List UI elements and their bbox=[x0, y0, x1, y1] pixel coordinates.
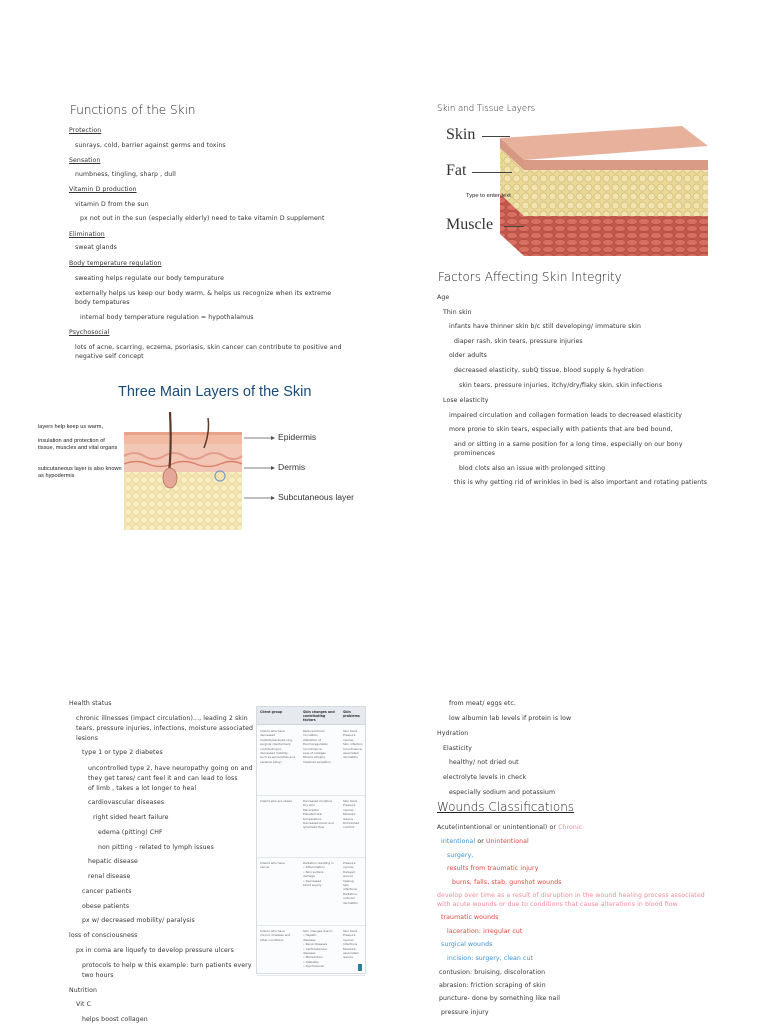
table-row bbox=[257, 858, 365, 926]
functions-title: Functions of the Skin bbox=[70, 103, 196, 117]
figure-note-insulation: insulation and protection of tissue, muscles and vital organs bbox=[38, 438, 118, 451]
table-cell: Decreased moisture bbox=[303, 799, 333, 803]
table-cell: associated bbox=[343, 951, 359, 955]
note-line: sunrays, cold, barrier against germs and toxins bbox=[75, 142, 226, 149]
table-cell: circulation bbox=[303, 733, 319, 738]
note-line: Hydration bbox=[437, 730, 469, 737]
table-cell: Skin bbox=[343, 883, 350, 887]
note-line: blod clots also an issue with prolonged sitting bbox=[459, 465, 606, 472]
table-cell: temperature bbox=[303, 816, 322, 821]
heading-sensation: Sensation bbox=[69, 157, 101, 164]
table-cell: injuries bbox=[343, 807, 354, 812]
table-cell: • Psychosocial bbox=[303, 964, 324, 969]
table-row bbox=[257, 926, 365, 976]
heading-body-temp: Body temperature regulation bbox=[69, 260, 162, 267]
note-line: of limb , takes a lot longer to heal bbox=[88, 785, 197, 792]
table-cell: damage bbox=[303, 874, 315, 879]
table-cell: • Hepatic bbox=[303, 933, 317, 938]
table-cell: Skin changes due to bbox=[303, 929, 333, 933]
note-line: impaired circulation and collagen formation leads to decreased elasticity bbox=[449, 412, 683, 419]
note-line: infants have thinner skin b/c still developing/ immature skin bbox=[449, 323, 641, 330]
skin-layers-illustration bbox=[124, 412, 354, 530]
tissue-block-illustration bbox=[494, 120, 710, 258]
table-cell: injuries bbox=[343, 737, 354, 742]
table-cell: Clients who have bbox=[260, 729, 285, 733]
table-cell: Incontinence- bbox=[343, 746, 363, 751]
note-line: especially sodium and potassium bbox=[449, 789, 556, 796]
note-line: with acute wounds or due to conditions that cause alterations in blood flow bbox=[437, 901, 678, 908]
note-line: laceration: irregular cut bbox=[447, 928, 523, 935]
label-muscle: Muscle bbox=[446, 216, 494, 233]
table-cell: comfort bbox=[343, 825, 355, 830]
note-line: sweating helps regulate our body tempurature bbox=[75, 275, 225, 282]
table-header bbox=[257, 707, 365, 725]
table-cell: mobility/paralysis (e.g. bbox=[260, 737, 294, 742]
note-line: more prone to skin tears, especially with patients that are bed bound, bbox=[449, 426, 673, 433]
note-line: obese patients bbox=[82, 903, 130, 910]
note-line: Vit C bbox=[76, 1001, 92, 1008]
note-line: body tempatures bbox=[75, 299, 130, 306]
note-line: decreased elasticity, subQ tissue, blood supply & hydration bbox=[454, 367, 644, 374]
note-line: they get tares/ cant feel it and can lead to loss bbox=[88, 775, 238, 782]
note-line: chronic illnesses (impact circulation)..., leading 2 skin bbox=[76, 715, 248, 722]
table-cell: such as spina bifida and bbox=[260, 755, 295, 760]
note-line: Elasticity bbox=[443, 745, 472, 752]
table-cell: injuries bbox=[343, 937, 354, 942]
note-line: prominences bbox=[454, 450, 496, 457]
intentional-text: intentional bbox=[441, 838, 476, 845]
table-cell: injuries bbox=[343, 865, 354, 870]
acute-text: Acute(intentional or unintentional) or bbox=[437, 824, 559, 831]
note-line: Nutrition bbox=[69, 987, 97, 994]
note-line: surgery, bbox=[447, 852, 474, 859]
table-cell: surgical clients/client bbox=[260, 742, 291, 747]
note-line: lots of acne, scarring, eczema, psoriasis, skin cancer can contribute to positive and bbox=[75, 344, 342, 351]
table-cell: Skin infection bbox=[343, 742, 363, 747]
table-cell: decreased bbox=[260, 733, 275, 738]
table-cell: Skin tears bbox=[343, 729, 358, 733]
note-line: vitamin D from the sun bbox=[75, 201, 149, 208]
note-line: right sided heart failure bbox=[93, 814, 169, 821]
tissue-layers-subtitle: Skin and Tissue Layers bbox=[437, 104, 536, 114]
note-line: this is why getting rid of wrinkles in bed is also important and rotating patients bbox=[454, 479, 708, 486]
table-cell: Pressure bbox=[343, 861, 356, 865]
table-cell: Clients who are obese bbox=[260, 799, 292, 803]
table-header-cell: Skin problems bbox=[343, 710, 360, 718]
table-cell: chronic illnesses and bbox=[260, 933, 291, 938]
note-line: uncontrolled type 2, have neuropathy going on and bbox=[88, 765, 253, 772]
table-cell: Clients who have bbox=[260, 861, 285, 865]
table-cell: Muscle atrophy bbox=[303, 755, 326, 760]
note-line: cancer patients bbox=[82, 888, 132, 895]
factors-title: Factors Affecting Skin Integrity bbox=[438, 270, 622, 284]
table-cell: Maceration bbox=[303, 807, 320, 812]
table-cell: lesions bbox=[343, 816, 353, 821]
label-line-muscle bbox=[504, 226, 524, 227]
or-text: or bbox=[475, 838, 486, 845]
table-cell: healing bbox=[343, 878, 354, 883]
label-skin: Skin bbox=[446, 126, 476, 143]
note-line: non pitting - related to lymph issues bbox=[98, 844, 214, 851]
table-cell: • Decreased bbox=[303, 878, 322, 883]
note-line: negative self concept bbox=[75, 353, 144, 360]
table-cell: decreased mobility, bbox=[260, 751, 289, 755]
table-header-cell: Skin changes and contributing factors bbox=[303, 710, 335, 722]
note-line: pressure injury bbox=[441, 1009, 489, 1016]
note-line: renal disease bbox=[88, 873, 131, 880]
note-line: tears, pressure injuries, infections, moisture associated bbox=[76, 725, 254, 732]
table-cell: induced bbox=[343, 896, 355, 901]
chronic-text: Chronic bbox=[558, 824, 583, 831]
note-line: cardiovascular diseases bbox=[88, 799, 165, 806]
label-line-skin bbox=[482, 136, 510, 137]
table-cell: Clients who have bbox=[260, 929, 285, 933]
table-row bbox=[257, 796, 365, 858]
table-cell: Pressure bbox=[343, 803, 356, 808]
note-line: hepatic disease bbox=[88, 858, 138, 865]
note-line: px not out in the sun (especially elderly) need to take vitamin D supplement bbox=[80, 215, 325, 222]
table-cell: infections bbox=[343, 887, 358, 892]
table-cell: Alteration of bbox=[303, 737, 321, 742]
note-line: from meat/ eggs etc. bbox=[449, 700, 516, 707]
table-header-cell: Client group bbox=[260, 710, 283, 714]
table-cell: • Skin surface bbox=[303, 869, 324, 874]
wounds-title: Wounds Classifications bbox=[437, 800, 575, 814]
heading-elimination: Elimination bbox=[69, 231, 105, 238]
note-line: Health status bbox=[69, 700, 112, 707]
note-line: px w/ decreased mobility/ paralysis bbox=[82, 917, 195, 924]
table-cell: diseases bbox=[303, 951, 316, 955]
risk-factors-table bbox=[256, 706, 366, 974]
table-scroll-marker bbox=[358, 964, 362, 971]
note-line: results from traumatic injury bbox=[447, 865, 539, 872]
note-line: px in coma are liquefy to develop pressure ulcers bbox=[76, 947, 234, 954]
note-line: Thin skin bbox=[443, 309, 472, 316]
table-cell: Delayed bbox=[343, 869, 355, 874]
label-subcutaneous: Subcutaneous layer bbox=[278, 492, 354, 502]
note-line bbox=[437, 823, 582, 833]
note-line: low albumin lab levels if protein is low bbox=[449, 715, 572, 722]
table-cell: Loss of collagen bbox=[303, 751, 327, 755]
note-line: two hours bbox=[82, 972, 114, 979]
table-cell: cerebral palsy) bbox=[260, 759, 282, 764]
table-cell: diseases bbox=[303, 937, 316, 942]
note-line: and or sitting in a same position for a long time, especially on our bony bbox=[454, 441, 683, 448]
heading-vitamin-d: Vitamin D production bbox=[69, 186, 137, 193]
note-line: burns, falls, stab, gunshot wounds bbox=[452, 879, 562, 886]
note-line: puncture- done by something like nail bbox=[439, 995, 561, 1002]
figure-note-hypodermis: subcutaneous layer is also known as hypodermis bbox=[38, 466, 122, 479]
table-cell: Dry skin bbox=[303, 803, 315, 808]
table-cell: • Inflammation bbox=[303, 865, 325, 870]
note-line: abrasion: friction scraping of skin bbox=[439, 982, 546, 989]
note-line: surgical wounds bbox=[441, 941, 493, 948]
note-line: healthy/ not dried out bbox=[449, 759, 519, 766]
table-cell: Skin tears bbox=[343, 929, 358, 933]
note-line: diaper rash, skin tears, pressure injuries bbox=[454, 338, 583, 345]
table-cell: Diminished bbox=[343, 821, 360, 825]
label-dermis: Dermis bbox=[278, 462, 306, 472]
note-line: edema (pitting) CHF bbox=[98, 829, 163, 836]
table-cell: Incontinence bbox=[303, 746, 322, 751]
figure-note-warm: layers help keep us warm, bbox=[38, 424, 103, 430]
table-cell: Pressure bbox=[343, 933, 356, 938]
note-line: incision: surgery, clean cut bbox=[447, 955, 534, 962]
tissue-layers-figure bbox=[440, 120, 710, 258]
table-cell: other conditions bbox=[260, 937, 284, 942]
table-cell: Moisture bbox=[343, 812, 356, 817]
note-line: type 1 or type 2 diabetes bbox=[82, 749, 163, 756]
note-line: lesions bbox=[76, 735, 99, 742]
figure-title: Three Main Layers of the Skin bbox=[118, 384, 312, 400]
table-cell: dermatitis bbox=[343, 755, 358, 760]
note-line: externally helps us keep our body warm, & helps us recognize when its extreme bbox=[75, 290, 332, 297]
note-line: numbness, tingling, sharp , dull bbox=[75, 171, 176, 178]
table-cell: thermoregulation bbox=[303, 742, 329, 747]
table-cell: cancer bbox=[260, 865, 270, 870]
note-line: protocols to help w this example: turn patients every bbox=[82, 962, 252, 969]
table-cell: • Cardiovascular bbox=[303, 946, 328, 951]
table-cell: Skin tears bbox=[343, 799, 358, 803]
table-cell: Radiation- bbox=[343, 891, 358, 896]
note-line: sweat glands bbox=[75, 244, 117, 251]
table-cell: lesions bbox=[343, 955, 353, 960]
table-cell: wound bbox=[343, 874, 353, 879]
table-cell: • Renal diseases bbox=[303, 942, 328, 947]
table-cell: blood supply bbox=[303, 883, 322, 887]
note-line: electrolyte levels in check bbox=[443, 774, 527, 781]
table-row bbox=[257, 726, 365, 796]
table-cell: Radiation resulting in bbox=[303, 861, 334, 865]
table-cell: Infections bbox=[343, 942, 358, 947]
note-line: loss of consciousness bbox=[69, 932, 138, 939]
table-cell: • Diabetes bbox=[303, 959, 319, 964]
note-line bbox=[441, 837, 529, 847]
table-cell: Decreased blood and bbox=[303, 821, 334, 825]
table-cell: Reduced blood bbox=[303, 729, 325, 733]
table-cell: • Malnutrition bbox=[303, 955, 324, 960]
table-cell: lymphatic flow bbox=[303, 825, 325, 830]
note-line: traumatic wounds bbox=[441, 914, 499, 921]
note-line: older adults bbox=[449, 352, 487, 359]
table-cell: associated bbox=[343, 751, 359, 755]
overlay-text: Type to enter text bbox=[466, 193, 511, 199]
three-layers-figure bbox=[34, 374, 362, 530]
table-cell: Pressure bbox=[343, 733, 356, 738]
note-line: internal body temperature regulation = hypothalamus bbox=[80, 314, 254, 321]
table-cell: Moisture- bbox=[343, 946, 357, 951]
note-line: skin tears, pressure injuries, itchy/dry/flaky skin, skin infections bbox=[459, 382, 663, 389]
heading-psychosocial: Psychosocial bbox=[69, 329, 110, 336]
table-cell: contributing to bbox=[260, 746, 282, 751]
table-cell: Impaired sensation bbox=[303, 759, 331, 764]
label-epidermis: Epidermis bbox=[278, 432, 317, 442]
note-line: contusion: bruising, discoloration bbox=[439, 969, 546, 976]
note-line: Age bbox=[437, 294, 450, 301]
label-fat: Fat bbox=[446, 162, 467, 179]
note-line: Lose elasticity bbox=[443, 397, 489, 404]
label-line-fat bbox=[472, 172, 512, 173]
table-cell: dermatitis bbox=[343, 900, 358, 905]
unintentional-text: Unintentional bbox=[485, 838, 529, 845]
table-cell: Elevated skin bbox=[303, 812, 323, 817]
note-line: helps boost collagen bbox=[82, 1016, 148, 1023]
heading-protection: Protection bbox=[69, 127, 102, 134]
note-line: develop over time as a result of disruption in the wound healing process associated bbox=[437, 892, 705, 899]
